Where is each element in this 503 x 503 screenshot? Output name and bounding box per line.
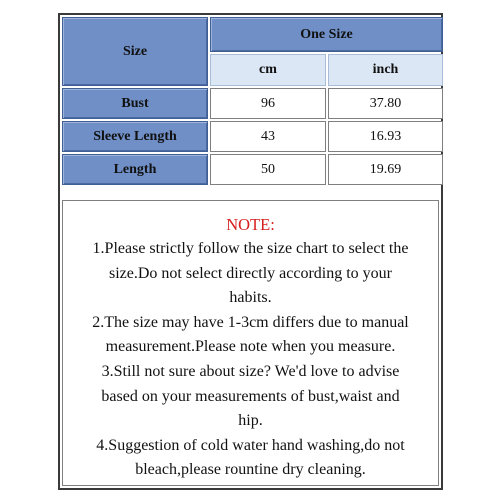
length-inch-value: 19.69 [328,154,443,185]
note-line: hip. [238,412,263,430]
size-header: Size [62,17,208,86]
bust-inch-value: 37.80 [328,88,443,119]
note-box [62,200,439,486]
note-line: bleach,please rountine dry cleaning. [135,461,366,479]
table-row [62,88,443,119]
note-line: 2.The size may have 1-3cm differs due to manual [92,313,409,331]
bust-cm-value: 96 [210,88,326,119]
one-size-header: One Size [210,17,443,52]
note-line: 4.Suggestion of cold water hand washing,do not [96,436,405,454]
table-row [62,121,443,152]
length-cm-value: 50 [210,154,326,185]
row-label-bust: Bust [62,88,208,119]
unit-inch-header: inch [328,54,443,86]
note-line: based on your measurements of bust,waist and [101,387,400,405]
note-title: NOTE: [226,215,275,234]
sleeve-length-cm-value: 43 [210,121,326,152]
note-line: 3.Still not sure about size? We'd love to advise [101,362,400,380]
sleeve-length-inch-value: 16.93 [328,121,443,152]
size-table [60,15,445,187]
row-label-length: Length [62,154,208,185]
note-line: size.Do not select directly according to your [108,264,392,282]
note-line: habits. [229,289,272,307]
table-row [62,154,443,185]
unit-cm-header: cm [210,54,326,86]
row-label-sleeve-length: Sleeve Length [62,121,208,152]
header-row [62,17,443,52]
size-chart [58,13,443,490]
note-line: 1.Please strictly follow the size chart to select the [92,240,409,257]
note-line: measurement.Please note when you measure. [105,338,396,356]
